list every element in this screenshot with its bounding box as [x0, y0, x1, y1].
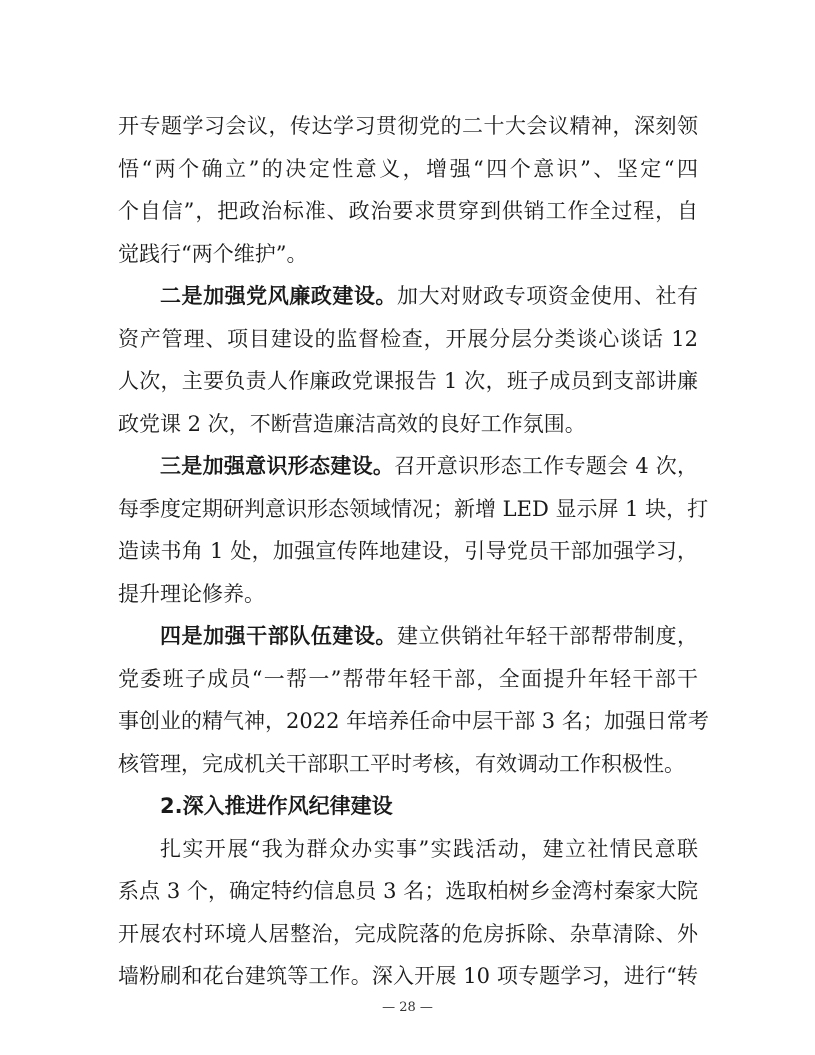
paragraph-5-line-3: 开展农村环境人居整治，完成院落的危房拆除、杂草清除、外: [118, 921, 698, 946]
paragraph-5-line-4: 墙粉刷和花台建筑等工作。深入开展 10 项专题学习，进行“转: [118, 964, 698, 988]
paragraph-4-line-3: 事创业的精气神，2022 年培养任命中层干部 3 名；加强日常考: [118, 709, 709, 733]
paragraph-3-first-rest: 召开意识形态工作专题会 4 次，: [394, 454, 698, 478]
paragraph-2-line-3: 人次，主要负责人作廉政党课报告 1 次，班子成员到支部讲廉: [118, 369, 698, 393]
paragraph-1-line-3: 个自信”，把政治标准、政治要求贯穿到供销工作全过程，自: [118, 199, 698, 223]
paragraph-2-line-1: [160, 281, 698, 311]
paragraph-3-line-1: [160, 451, 698, 481]
paragraph-5-line-1: 扎实开展“我为群众办实事”实践活动，建立社情民意联: [160, 836, 698, 861]
paragraph-3-line-3: 造读书角 1 处，加强宣传阵地建设，引导党员干部加强学习，: [118, 539, 698, 563]
paragraph-3-lead: 三是加强意识形态建设。: [160, 454, 395, 478]
paragraph-3-line-4: 提升理论修养。: [118, 581, 265, 606]
paragraph-2-first-rest: 加大对财政专项资金使用、社有: [396, 284, 699, 308]
paragraph-4-line-2: 党委班子成员“一帮一”帮带年轻干部，全面提升年轻干部干: [118, 666, 698, 691]
paragraph-2-line-2: 资产管理、项目建设的监督检查，开展分层分类谈心谈话 12: [118, 326, 698, 351]
paragraph-4-first-rest: 建立供销社年轻干部帮带制度，: [396, 624, 699, 648]
paragraph-2-lead: 二是加强党风廉政建设。: [160, 284, 397, 308]
page-number: — 28 —: [382, 1000, 433, 1015]
paragraph-1-line-4: 觉践行“两个维护”。: [118, 241, 308, 266]
paragraph-4-line-1: [160, 621, 698, 651]
paragraph-3-line-2: 每季度定期研判意识形态领域情况；新增 LED 显示屏 1 块，打: [118, 496, 709, 521]
paragraph-1-line-1: 开专题学习会议，传达学习贯彻党的二十大会议精神，深刻领: [118, 114, 698, 138]
section-heading: 2.深入推进作风纪律建设: [160, 794, 393, 818]
paragraph-5-line-2: 系点 3 个，确定特约信息员 3 名；选取柏树乡金湾村秦家大院: [118, 879, 698, 903]
paragraph-1-line-2: 悟“两个确立”的决定性意义，增强“四个意识”、坚定“四: [118, 156, 698, 181]
paragraph-4-line-4: 核管理，完成机关干部职工平时考核，有效调动工作积极性。: [118, 751, 685, 776]
paragraph-4-lead: 四是加强干部队伍建设。: [160, 624, 397, 648]
paragraph-2-line-4: 政党课 2 次，不断营造廉洁高效的良好工作氛围。: [118, 411, 586, 436]
